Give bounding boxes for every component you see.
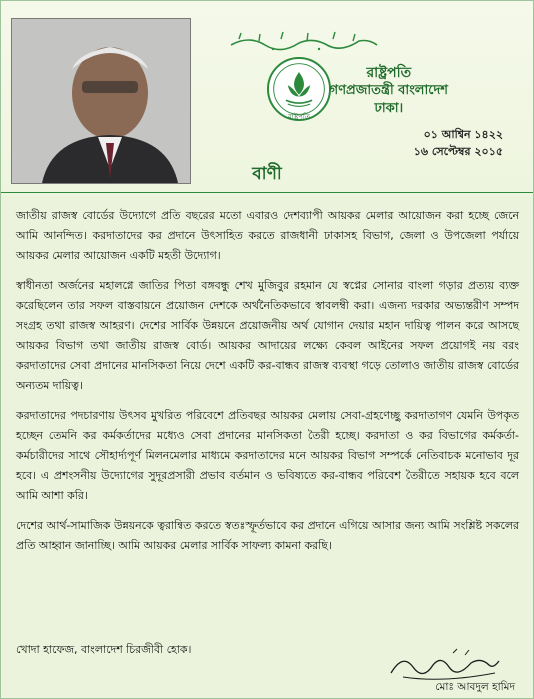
office-city: ঢাকা।: [374, 101, 404, 116]
date-bangla: ০১ আশ্বিন ১৪২২: [423, 128, 503, 141]
office-country: গণপ্রজাতন্ত্রী বাংলাদেশ: [329, 83, 448, 98]
office-address: [330, 64, 448, 118]
portrait-photo: [11, 18, 191, 184]
heading-row: [1, 161, 533, 183]
bismillah-calligraphy: [229, 29, 379, 53]
date-block: [414, 126, 503, 160]
letterhead: [1, 1, 533, 196]
divider: [1, 192, 533, 193]
page-title: বাণী: [252, 164, 282, 184]
closing-line: খোদা হাফেজ, বাংলাদেশ চিরজীবী হোক।: [16, 643, 192, 656]
signer-name: মোঃ আবদুল হামিদ: [435, 681, 515, 693]
paragraph-2: স্বাধীনতা অর্জনের মহালগ্নে জাতির পিতা বঙ্গবন্ধু শেখ মুজিবুর রহমান যে স্বপ্নের সোনার বাংলা গড়ার প্রত্যয় ব্যক্ত করেছিলেন তার সফল বাস্তবায়নে প্রয়োজন দেশকে অর্থনৈতিকভাবে স্বাবলম্বী করা। এজন্য দরকার অভ্যন্তরীণ সম্পদ সংগ্রহ তথা রাজস্ব আহরণ। দেশের সার্বিক উন্নয়নে প্রয়োজনীয় অর্থ যোগান দেয়ার মহান দায়িত্ব পালন করে আসছে আয়কর বিভাগ তথা জাতীয় রাজস্ব বোর্ড। আয়কর আদায়ের লক্ষ্যে কেবল আইনের সফল প্রয়োগই নয় বরং করদাতাদের সেবা প্রদানের মানসিকতা নিয়ে দেশে একটি কর-বান্ধব রাজস্ব ব্যবস্থা গড়ে তোলাও জাতীয় রাজস্ব বোর্ডের অন্যতম দায়িত্ব।: [16, 279, 519, 392]
emblem-caption: রাষ্ট্রপতি: [287, 113, 311, 121]
office-title: রাষ্ট্রপতি: [366, 65, 412, 81]
paragraph-3: করদাতাদের পদচারণায় উৎসব মুখরিত পরিবেশে প্রতিবছর আয়কর মেলায় সেবা-গ্রহণেচ্ছু করদাতাগণ যেমনি উপকৃত হচ্ছেন তেমনি কর কর্মকর্তাদের মধ্যেও সেবা প্রদানের মানসিকতা তৈরী হচ্ছে। করদাতা ও কর বিভাগের কর্মকর্তা-কর্মচারীদের সাথে সৌহার্দ্যপূর্ণ মিলনমেলার মাধ্যমে করদাতাদের মনে আয়কর বিভাগ সম্পর্কে নেতিবাচক মনোভাব দূর হবে। এ প্রশংসনীয় উদ্যোগের সুদূরপ্রসারী প্রভাব বর্তমান ও ভবিষ্যতে কর-বান্ধব পরিবেশ তৈরীতে সহায়ক হবে বলে আমি আশা করি।: [16, 409, 519, 502]
paragraph-1: জাতীয় রাজস্ব বোর্ডের উদ্যোগে প্রতি বছরের মতো এবারও দেশব্যাপী আয়কর মেলার আয়োজন করা হচ্ছে জেনে আমি আনন্দিত। করদাতাদের কর প্রদানে উৎসাহিত করতে রাজধানী ঢাকাসহ বিভাগ, জেলা ও উপজেলা পর্যায়ে আয়কর মেলার আয়োজন একটি মহতী উদ্যোগ।: [16, 209, 519, 262]
date-gregorian: ১৬ সেপ্টেম্বর ২০১৫: [413, 145, 503, 158]
paragraph-4: দেশের আর্থ-সামাজিক উন্নয়নকে ত্বরান্বিত করতে স্বতঃস্ফূর্তভাবে কর প্রদানে এগিয়ে আসার জন্য আমি সংশ্লিষ্ট সকলের প্রতি আহ্বান জানাচ্ছি। আমি আয়কর মেলার সার্বিক সাফল্য কামনা করছি।: [16, 519, 519, 552]
message-body: [16, 206, 519, 566]
